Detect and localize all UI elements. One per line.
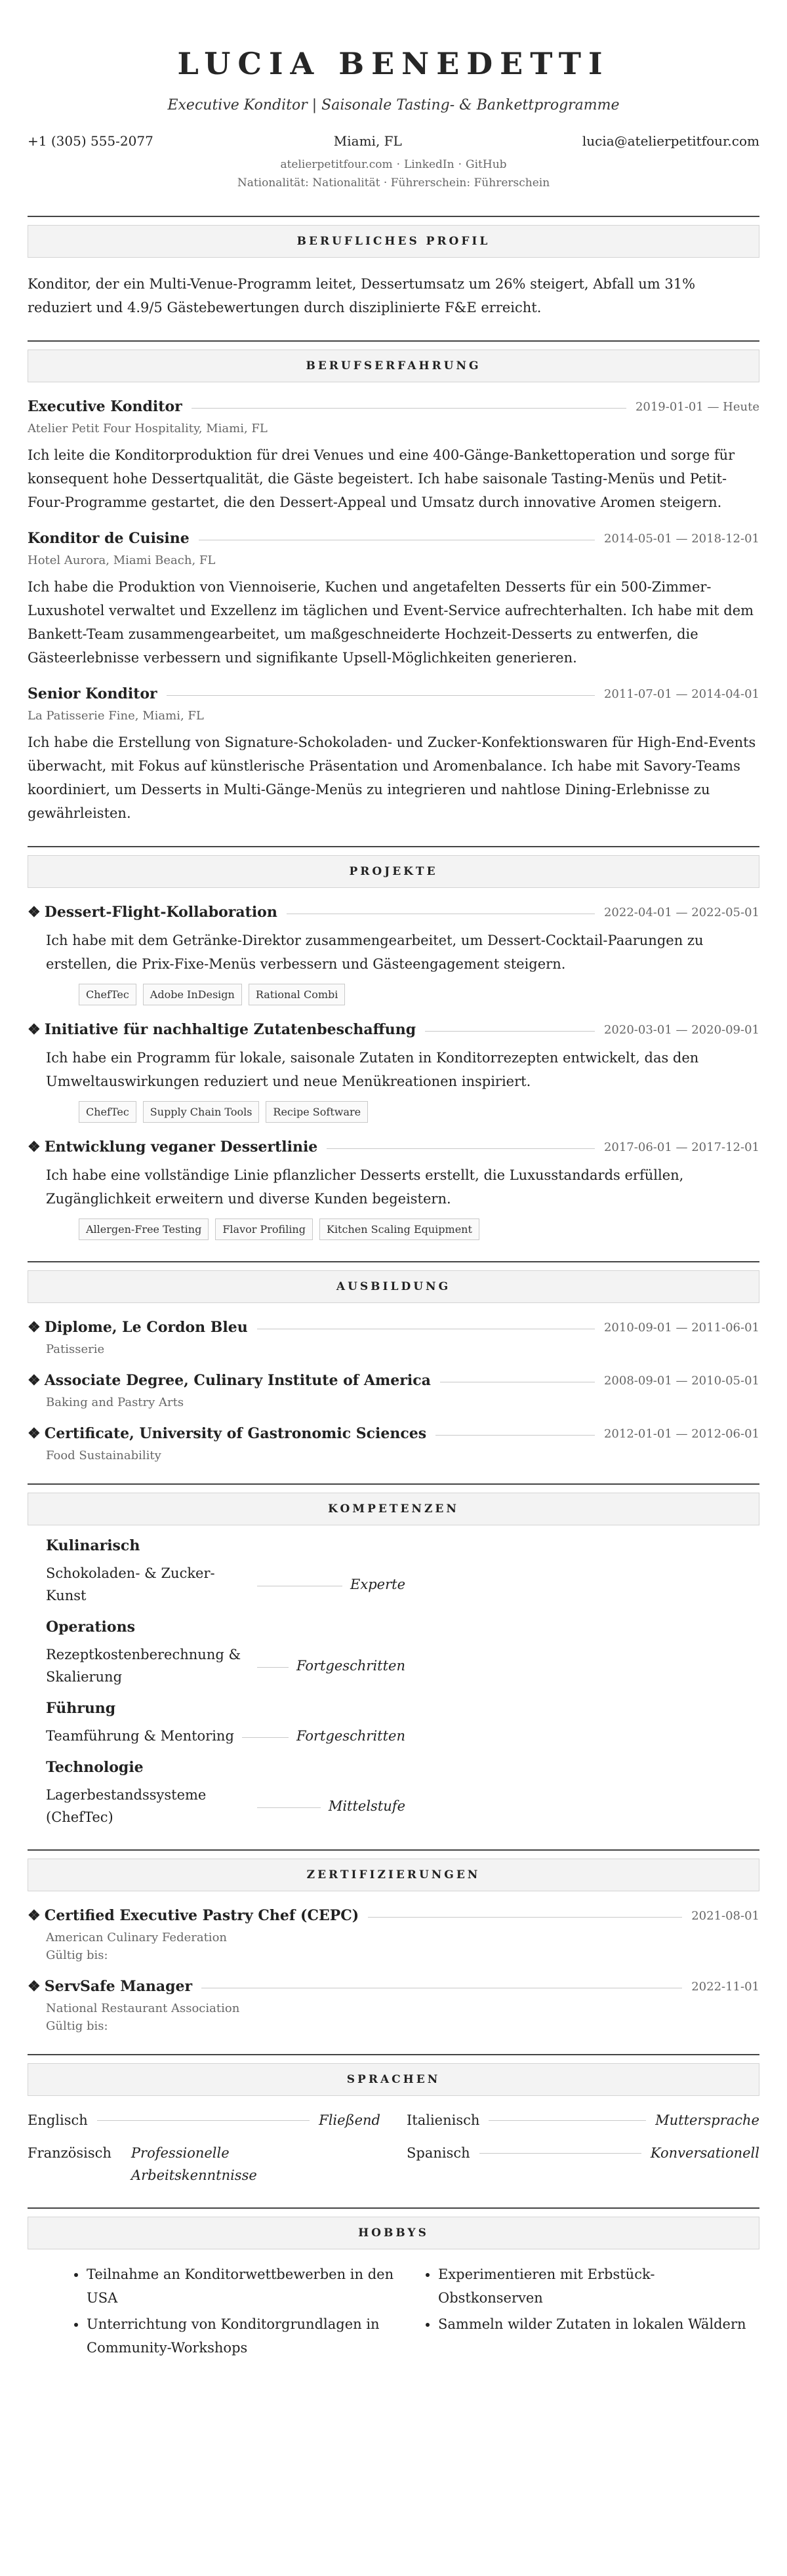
education-item [28, 1425, 759, 1462]
section-heading [28, 340, 759, 382]
section-skills [28, 1483, 759, 1828]
candidate-title: Executive Konditor | Saisonale Tasting- & Bankettprogramme [167, 97, 620, 113]
certification-item [28, 1978, 759, 2033]
certification-issuer: American Culinary Federation [46, 1931, 227, 1944]
job-title: Konditor de Cuisine [28, 530, 190, 547]
section-title-experience: BERUFSERFAHRUNG [28, 350, 759, 382]
project-name: Initiative für nachhaltige Zutatenbeschaffung [44, 1021, 416, 1038]
hobby-item: • Unterrichtung von Konditorgrundlagen in Community-Workshops [87, 2312, 408, 2360]
language-name: Englisch [28, 2112, 88, 2128]
skill-group [46, 1537, 759, 1607]
leader-line [242, 1737, 289, 1738]
tag: Allergen-Free Testing [79, 1218, 209, 1240]
experience-item [28, 530, 759, 670]
tag: ChefTec [79, 1101, 136, 1123]
skill-level: Experte [350, 1577, 405, 1592]
skill-level: Mittelstufe [328, 1798, 405, 1814]
candidate-name: LUCIA BENEDETTI [177, 46, 610, 81]
education-field: Food Sustainability [46, 1449, 161, 1462]
job-dates: 2019-01-01 — Heute [635, 399, 759, 414]
project-description: Ich habe ein Programm für lokale, saisonale Zutaten in Konditorrezepten entwickelt, das den Umweltauswirkungen reduziert und neue Menükreationen inspiriert. [46, 1050, 699, 1089]
skill-category: Operations [46, 1619, 135, 1636]
project-dates: 2017-06-01 — 2017-12-01 [603, 1140, 759, 1154]
tag: Recipe Software [266, 1101, 368, 1123]
location: Miami, FL [333, 133, 402, 149]
link-github[interactable]: GitHub [466, 158, 507, 171]
language-name: Italienisch [407, 2112, 480, 2128]
language-item [28, 2109, 380, 2131]
section-heading [28, 216, 759, 258]
language-name: Französisch [28, 2145, 111, 2161]
section-hobbies [28, 2207, 759, 2362]
skill-group [46, 1619, 759, 1688]
degree-name: Diplome, Le Cordon Bleu [44, 1319, 248, 1336]
project-tags [28, 984, 759, 1005]
job-description: Ich leite die Konditorproduktion für drei Venues und eine 400-Gänge-Bankettoperation und sorge für konsequent hohe Dessertqualität, die Gäste begeistert. Ich habe saisonale Tasting-Menüs und Petit-Four-Programme gestartet, die den Dessert-Appeal und Umsatz durch innovative Aromen steigern. [28, 447, 735, 510]
skill-name: Schokoladen- & Zucker-Kunst [46, 1565, 215, 1603]
certification-name: ServSafe Manager [44, 1978, 193, 1995]
diamond-icon: ❖ [28, 1978, 41, 1995]
project-item [28, 1021, 759, 1123]
hobby-item: • Teilnahme an Konditorwettbewerben in den USA [87, 2263, 408, 2310]
project-dates: 2020-03-01 — 2020-09-01 [603, 1022, 759, 1037]
job-description: Ich habe die Produktion von Viennoiserie, Kuchen und angetafelten Desserts für ein 500-Zimmer-Luxushotel verwaltet und Exzellenz im täglichen und Event-Service aufrechterhalten. Ich habe mit dem Bankett-Team zusammengearbeitet, um maßgeschneiderte Hochzeit-Desserts zu entwerfen, die Gästeerlebnisse verbessern und signifikante Upsell-Möglichkeiten generieren. [28, 579, 754, 666]
skill-level: Fortgeschritten [296, 1728, 405, 1744]
language-item [407, 2142, 759, 2186]
section-heading [28, 1483, 759, 1525]
diamond-icon: ❖ [28, 1021, 41, 1038]
contact-row [28, 133, 759, 149]
skill-level: Fortgeschritten [296, 1658, 405, 1674]
section-title-skills: KOMPETENZEN [28, 1493, 759, 1525]
experience-item [28, 398, 759, 514]
language-level: Fließend [319, 2112, 380, 2128]
leader-line [257, 1807, 321, 1808]
language-item [407, 2109, 759, 2131]
certification-issuer: National Restaurant Association [46, 2002, 240, 2015]
skill-category: Technologie [46, 1759, 144, 1776]
education-dates: 2008-09-01 — 2010-05-01 [603, 1373, 759, 1388]
section-heading [28, 1849, 759, 1891]
job-dates: 2011-07-01 — 2014-04-01 [603, 687, 759, 701]
tag: Rational Combi [249, 984, 346, 1005]
leader-line [192, 408, 626, 409]
link-separator: · [458, 158, 462, 171]
education-field: Baking and Pastry Arts [46, 1396, 184, 1409]
education-dates: 2010-09-01 — 2011-06-01 [603, 1320, 759, 1335]
tag: Adobe InDesign [143, 984, 242, 1005]
section-heading [28, 2054, 759, 2096]
certification-name: Certified Executive Pastry Chef (CEPC) [44, 1907, 359, 1924]
education-item [28, 1372, 759, 1409]
project-tags [28, 1101, 759, 1123]
section-title-education: AUSBILDUNG [28, 1270, 759, 1303]
email[interactable]: lucia@atelierpetitfour.com [582, 133, 759, 149]
skill-row [46, 1643, 405, 1688]
project-description: Ich habe mit dem Getränke-Direktor zusammengearbeitet, um Dessert-Cocktail-Paarungen zu erstellen, die Prix-Fixe-Menüs verbessern und Gästeengagement steigern. [46, 933, 704, 972]
tag: Flavor Profiling [215, 1218, 313, 1240]
languages-list [28, 2109, 759, 2186]
leader-line [327, 1148, 595, 1149]
experience-item [28, 685, 759, 825]
skill-name: Lagerbestandssysteme (ChefTec) [46, 1787, 207, 1825]
link-website[interactable]: atelierpetitfour.com [280, 158, 393, 171]
section-languages [28, 2054, 759, 2186]
tag: Supply Chain Tools [143, 1101, 260, 1123]
section-experience [28, 340, 759, 825]
project-item [28, 904, 759, 1005]
link-separator: · [396, 158, 401, 171]
link-linkedin[interactable]: LinkedIn [404, 158, 454, 171]
leader-line [167, 695, 595, 696]
personal-meta: Nationalität: Nationalität · Führerschein: Führerschein [237, 176, 550, 190]
links-row [28, 158, 759, 171]
job-company: Atelier Petit Four Hospitality, Miami, FL [28, 422, 268, 435]
degree-name: Certificate, University of Gastronomic Sciences [44, 1425, 427, 1442]
skill-row [46, 1784, 405, 1828]
leader-line [489, 2120, 646, 2121]
project-name: Entwicklung veganer Dessertlinie [44, 1138, 318, 1156]
leader-line [479, 2153, 641, 2154]
degree-name: Associate Degree, Culinary Institute of America [44, 1372, 431, 1389]
skills-list [28, 1537, 759, 1828]
section-certifications [28, 1849, 759, 2033]
job-description: Ich habe die Erstellung von Signature-Schokoladen- und Zucker-Konfektionswaren für High-End-Events überwacht, mit Fokus auf künstlerische Präsentation und Aromenbalance. Ich habe mit Savory-Teams koordiniert, um Desserts in Multi-Gänge-Menüs zu integrieren und nahtlose Dining-Erlebnisse zu gewährleisten. [28, 735, 756, 821]
section-profile [28, 216, 759, 319]
tag: ChefTec [79, 984, 136, 1005]
section-heading [28, 1261, 759, 1303]
job-company: Hotel Aurora, Miami Beach, FL [28, 553, 216, 567]
leader-line [368, 1917, 682, 1918]
education-item [28, 1319, 759, 1356]
education-dates: 2012-01-01 — 2012-06-01 [603, 1426, 759, 1441]
hobbies-list [28, 2263, 759, 2362]
tag: Kitchen Scaling Equipment [319, 1218, 479, 1240]
section-title-profile: BERUFLICHES PROFIL [28, 225, 759, 258]
project-item [28, 1138, 759, 1240]
job-title: Executive Konditor [28, 398, 182, 415]
skill-group [46, 1700, 759, 1747]
certification-valid: Gültig bis: [46, 2019, 108, 2033]
certification-date: 2021-08-01 [691, 1908, 759, 1923]
section-title-languages: SPRACHEN [28, 2063, 759, 2096]
language-level: Konversationell [650, 2145, 759, 2161]
skill-group [46, 1759, 759, 1828]
skill-name: Teamführung & Mentoring [46, 1728, 234, 1744]
section-heading [28, 2207, 759, 2249]
project-description: Ich habe eine vollständige Linie pflanzlicher Desserts erstellt, die Luxusstandards erfüllen, Zugänglichkeit erweitern und diverse Kunden begeistern. [46, 1167, 684, 1207]
section-projects [28, 846, 759, 1240]
diamond-icon: ❖ [28, 1425, 41, 1442]
section-education [28, 1261, 759, 1462]
project-dates: 2022-04-01 — 2022-05-01 [603, 905, 759, 919]
language-level: Professionelle Arbeitskenntnisse [131, 2145, 257, 2183]
leader-line [257, 1667, 289, 1668]
profile-summary: Konditor, der ein Multi-Venue-Programm leitet, Dessertumsatz um 26% steigert, Abfall um 31% reduziert und 4.9/5 Gästebewertungen durch disziplinierte F&E erreicht. [28, 276, 696, 315]
section-heading [28, 846, 759, 888]
language-level: Muttersprache [655, 2112, 759, 2128]
diamond-icon: ❖ [28, 1319, 41, 1336]
section-title-certifications: ZERTIFIZIERUNGEN [28, 1859, 759, 1891]
hobbies-column-left [70, 2263, 408, 2362]
job-dates: 2014-05-01 — 2018-12-01 [603, 531, 759, 546]
leader-line [435, 1435, 595, 1436]
phone[interactable]: +1 (305) 555-2077 [28, 133, 153, 149]
job-title: Senior Konditor [28, 685, 157, 702]
hobbies-column-right [421, 2263, 759, 2362]
diamond-icon: ❖ [28, 1138, 41, 1156]
language-name: Spanisch [407, 2145, 470, 2161]
skill-row [46, 1562, 405, 1607]
leader-line [97, 2120, 310, 2121]
job-company: La Patisserie Fine, Miami, FL [28, 709, 204, 723]
diamond-icon: ❖ [28, 904, 41, 921]
diamond-icon: ❖ [28, 1372, 41, 1389]
education-field: Patisserie [46, 1342, 105, 1356]
leader-line [425, 1031, 595, 1032]
hobby-item: • Sammeln wilder Zutaten in lokalen Wäldern [438, 2312, 759, 2336]
project-tags [28, 1218, 759, 1240]
skill-name: Rezeptkostenberechnung & Skalierung [46, 1647, 241, 1685]
certification-date: 2022-11-01 [691, 1979, 759, 1994]
certification-valid: Gültig bis: [46, 1948, 108, 1962]
skill-row [46, 1725, 405, 1747]
project-name: Dessert-Flight-Kollaboration [44, 904, 277, 921]
section-title-hobbies: HOBBYS [28, 2217, 759, 2249]
section-title-projects: PROJEKTE [28, 855, 759, 888]
certification-item [28, 1907, 759, 1962]
skill-category: Kulinarisch [46, 1537, 140, 1554]
language-item [28, 2142, 380, 2186]
skill-category: Führung [46, 1700, 116, 1717]
resume-header [28, 46, 759, 190]
hobby-item: • Experimentieren mit Erbstück-Obstkonserven [438, 2263, 759, 2310]
diamond-icon: ❖ [28, 1907, 41, 1924]
